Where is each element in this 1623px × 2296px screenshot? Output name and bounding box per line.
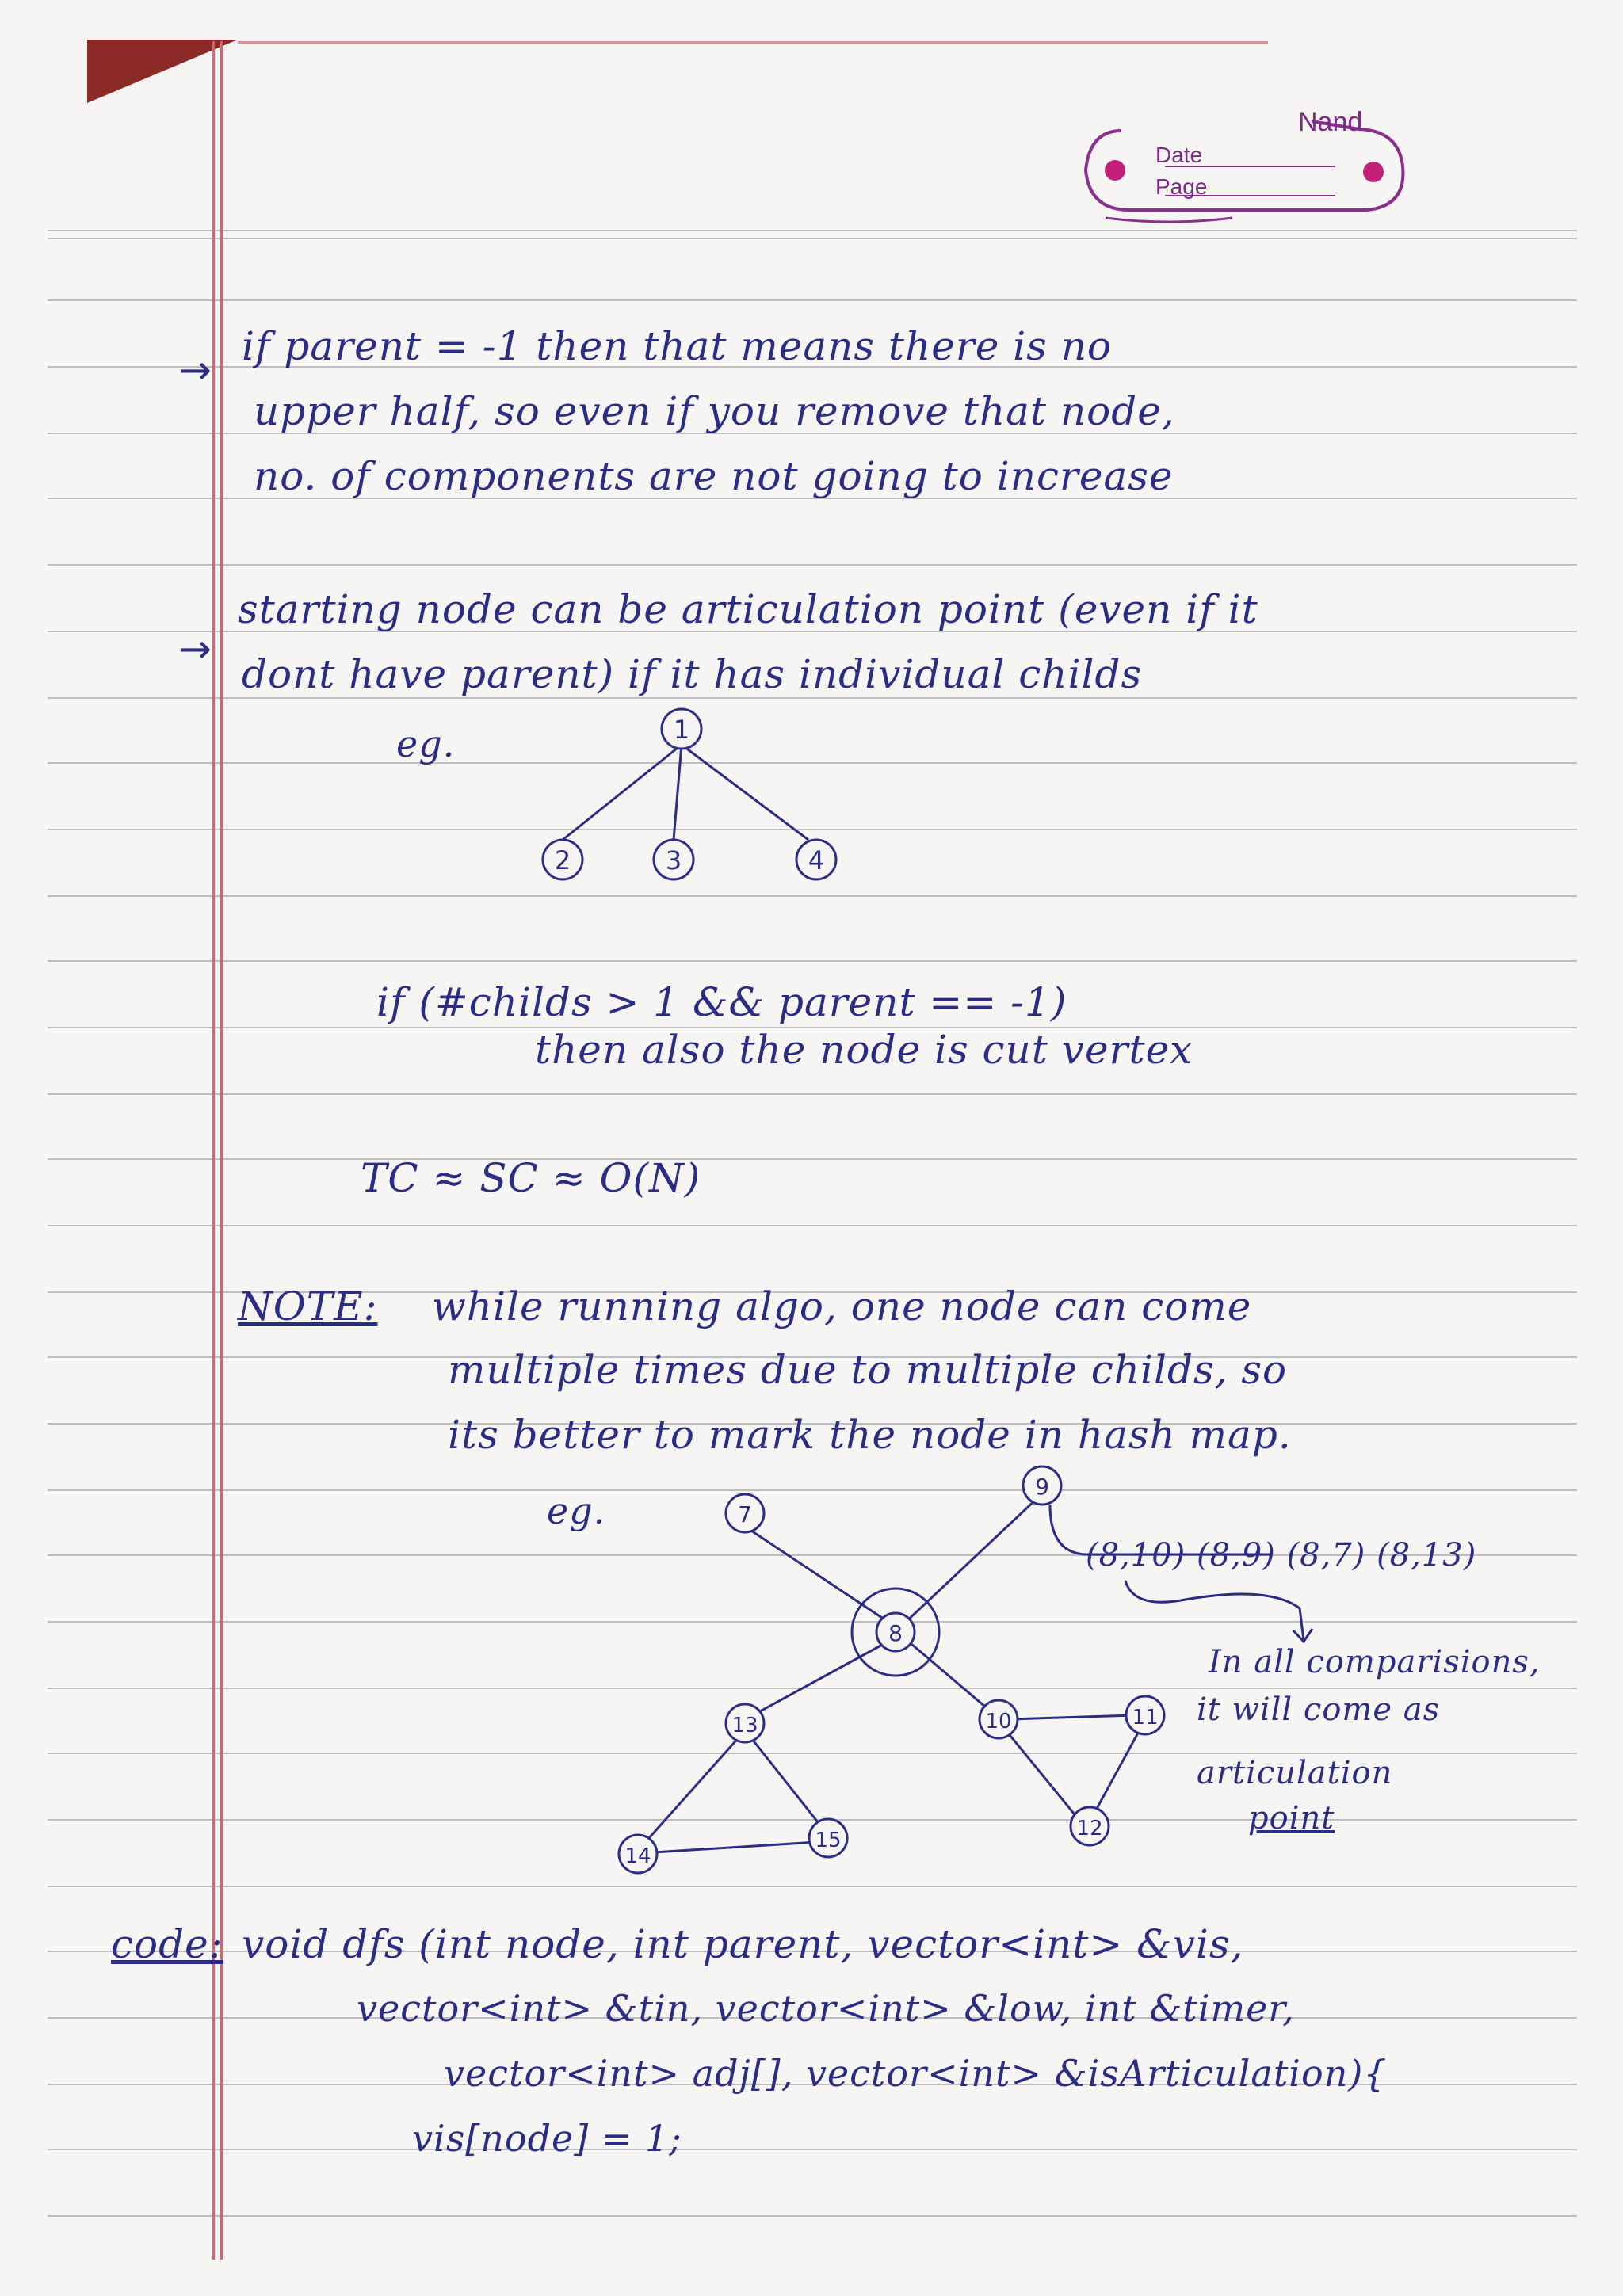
para1-line1: if parent = -1 then that means there is no [242,323,1113,369]
condition-line1: if (#childs > 1 && parent == -1) [376,979,1067,1025]
graph-edge [911,1644,991,1711]
annotation-line2: it will come as [1197,1691,1441,1728]
tree-edge [674,745,682,840]
note-line2: multiple times due to multiple childs, so [448,1347,1288,1393]
bullet-arrow: → [178,347,212,393]
svg-text:1: 1 [673,715,690,745]
code-label: code: [111,1921,223,1967]
tree-edge [682,745,808,840]
stamp-page-label: Page [1155,174,1208,199]
annotation-line4: point [1248,1800,1335,1836]
stamp-frame-icon [1074,107,1415,230]
graph-node [809,1819,847,1857]
complexity-text: TC ≈ SC ≈ O(N) [361,1155,701,1201]
graph-edge [654,1842,816,1852]
code-line2: vector<int> &tin, vector<int> &low, int &timer, [357,1987,1295,2030]
graph-edge [749,1529,892,1624]
code-line3: vector<int> adj[], vector<int> &isArticulation){ [444,2052,1388,2095]
graph-edge [903,1497,1038,1624]
svg-text:9: 9 [1035,1474,1049,1500]
svg-text:8: 8 [888,1620,903,1646]
ruled-line [48,238,1577,239]
graph-edge [1010,1715,1133,1719]
tree-diagram [515,697,911,903]
graph-node [1023,1466,1061,1505]
svg-text:7: 7 [738,1501,752,1527]
para1-line2: upper half, so even if you remove that node, [254,388,1175,434]
note-line1: while running algo, one node can come [432,1283,1252,1329]
stamp-brand: Nand [1298,107,1363,137]
graph-node [1071,1807,1109,1845]
page-corner-tab [87,40,238,103]
para2-line1: starting node can be articulation point (even if it [238,586,1258,632]
ruled-line [48,1093,1577,1095]
eg-label: eg. [396,723,456,765]
para1-line3: no. of components are not going to increase [254,453,1174,499]
svg-text:11: 11 [1132,1706,1159,1730]
graph-edge [1006,1731,1078,1818]
condition-line2: then also the node is cut vertex [535,1027,1193,1073]
svg-text:2: 2 [554,845,571,875]
graph-node [726,1704,764,1742]
graph-node-articulation [852,1589,939,1676]
graph-node [980,1700,1018,1738]
eg-label: eg. [547,1489,606,1532]
graph-node [619,1835,657,1873]
curved-arrow-icon [1109,1577,1347,1648]
stamp-date-label: Date [1155,143,1203,167]
ruled-line [48,1225,1577,1226]
note-label: NOTE: [238,1283,378,1329]
code-line1: void dfs (int node, int parent, vector<int> &vis, [242,1921,1244,1967]
graph-node [726,1494,764,1532]
top-edge-line [238,41,1268,44]
graph-edge [749,1735,824,1830]
graph-edge [1094,1727,1141,1814]
graph-edge [642,1735,741,1846]
svg-text:12: 12 [1076,1817,1103,1840]
annotation-line3: articulation [1197,1755,1393,1791]
ruled-line [48,960,1577,962]
graph-node [1126,1696,1164,1734]
tree-node-root [662,709,701,749]
date-page-stamp [1074,107,1415,230]
svg-text:13: 13 [731,1714,758,1737]
tree-node-child [543,840,582,879]
svg-text:10: 10 [985,1710,1012,1733]
ruled-line [48,230,1577,231]
ruled-line [48,1158,1577,1160]
code-line4: vis[node] = 1; [412,2117,682,2160]
note-line3: its better to mark the node in hash map. [448,1412,1292,1458]
svg-text:4: 4 [808,845,825,875]
tree-edge [563,745,682,840]
articulation-graph [594,1466,1268,1909]
svg-text:3: 3 [665,845,682,875]
graph-edge [753,1644,884,1715]
ruled-line [48,2215,1577,2217]
tree-node-child [796,840,836,879]
ruled-line [48,299,1577,301]
bullet-arrow: → [178,626,212,672]
svg-text:14: 14 [624,1844,651,1868]
annotation-line1: In all comparisions, [1209,1644,1541,1680]
tree-node-child [654,840,693,879]
para2-line2: dont have parent) if it has individual childs [242,651,1143,697]
svg-text:15: 15 [815,1829,842,1852]
pair-list: (8,10) (8,9) (8,7) (8,13) [1086,1537,1477,1573]
ruled-line [48,564,1577,566]
ruled-line [48,2149,1577,2150]
